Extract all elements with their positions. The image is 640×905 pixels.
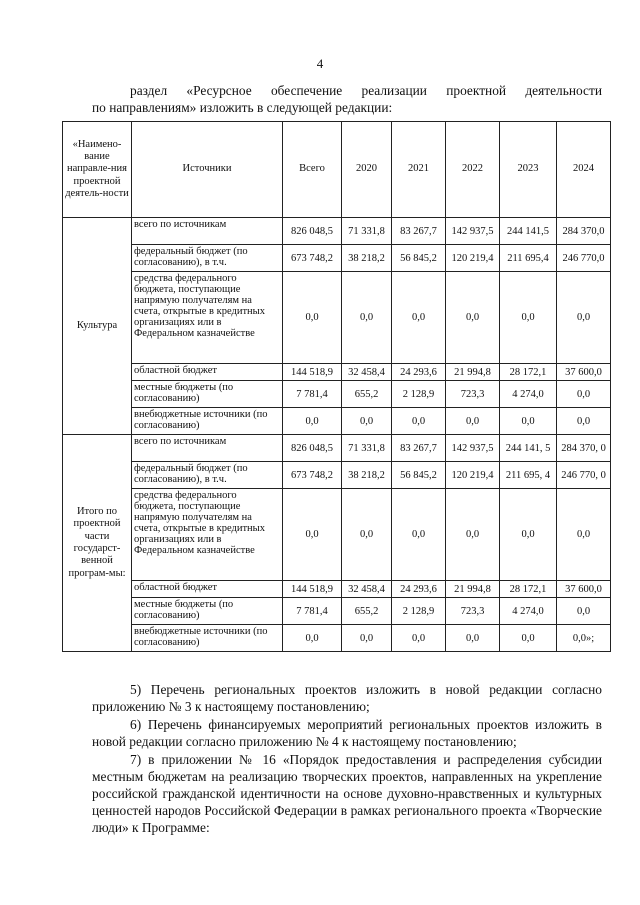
paragraph-5: 5) Перечень региональных проектов изложить в новой редакции согласно приложению № 3 к настоящему постановлению; [92, 682, 602, 714]
table-row [63, 581, 611, 598]
value-cell: 120 219,4 [446, 245, 500, 272]
value-cell: 142 937,5 [446, 435, 500, 462]
source-label: федеральный бюджет (по согласованию), в т.ч. [132, 245, 283, 272]
source-label: областной бюджет [132, 581, 283, 598]
header-year: 2023 [500, 122, 557, 218]
value-cell: 0,0 [283, 625, 342, 652]
value-cell: 0,0 [342, 408, 392, 435]
table-row [63, 435, 611, 462]
value-cell: 0,0 [500, 489, 557, 581]
table-row [63, 381, 611, 408]
source-label: внебюджетные источники (по согласованию) [132, 408, 283, 435]
page-number: 4 [316, 56, 324, 71]
value-cell: 144 518,9 [283, 581, 342, 598]
header-year: 2021 [392, 122, 446, 218]
value-cell: 284 370, 0 [557, 435, 611, 462]
value-cell: 28 172,1 [500, 581, 557, 598]
value-cell: 0,0 [392, 489, 446, 581]
value-cell: 4 274,0 [500, 598, 557, 625]
value-cell: 0,0 [283, 272, 342, 364]
source-label: всего по источникам [132, 435, 283, 462]
value-cell: 56 845,2 [392, 245, 446, 272]
value-cell: 0,0 [283, 408, 342, 435]
value-cell: 246 770,0 [557, 245, 611, 272]
resource-table [62, 121, 611, 652]
value-cell: 0,0 [446, 625, 500, 652]
value-cell: 71 331,8 [342, 435, 392, 462]
value-cell: 7 781,4 [283, 598, 342, 625]
value-cell: 673 748,2 [283, 245, 342, 272]
header-year: 2020 [342, 122, 392, 218]
value-cell: 723,3 [446, 381, 500, 408]
value-cell: 38 218,2 [342, 462, 392, 489]
value-cell: 0,0 [557, 272, 611, 364]
value-cell: 0,0 [500, 272, 557, 364]
value-cell: 655,2 [342, 381, 392, 408]
value-cell: 0,0 [342, 272, 392, 364]
value-cell: 0,0 [446, 272, 500, 364]
value-cell: 0,0 [557, 408, 611, 435]
value-cell: 0,0 [500, 408, 557, 435]
header-direction: «Наимено-вание направле-ния проектной деятель-ности [63, 122, 132, 218]
source-label: внебюджетные источники (по согласованию) [132, 625, 283, 652]
table-row [63, 625, 611, 652]
direction-name: Культура [63, 218, 132, 435]
table-row [63, 364, 611, 381]
value-cell: 56 845,2 [392, 462, 446, 489]
source-label: федеральный бюджет (по согласованию), в т.ч. [132, 462, 283, 489]
value-cell: 0,0 [557, 381, 611, 408]
paragraph-7: 7) в приложении № 16 «Порядок предоставления и распределения субсидии местным бюджетам на реализацию творческих проектов, направленных на укрепление российской гражданской идентичности на основе духовно-нравственных и культурных ценностей народов Российской Федерации в рамках регионального проекта «Творческие люди» к Программе: [92, 752, 602, 835]
value-cell: 83 267,7 [392, 435, 446, 462]
value-cell: 37 600,0 [557, 581, 611, 598]
value-cell: 0,0 [500, 625, 557, 652]
value-cell: 826 048,5 [283, 435, 342, 462]
value-cell: 0,0 [342, 625, 392, 652]
value-cell: 0,0 [392, 625, 446, 652]
amendments-text [92, 681, 602, 837]
value-cell: 32 458,4 [342, 581, 392, 598]
value-cell: 211 695, 4 [500, 462, 557, 489]
paragraph-6: 6) Перечень финансируемых мероприятий региональных проектов изложить в новой редакции согласно приложению № 4 к настоящему постановлению; [92, 717, 602, 749]
direction-name: Итого по проектной части государст-венной програм-мы: [63, 435, 132, 652]
value-cell: 0,0 [283, 489, 342, 581]
table-row [63, 408, 611, 435]
value-cell: 244 141, 5 [500, 435, 557, 462]
source-label: всего по источникам [132, 218, 283, 245]
source-label: средства федерального бюджета, поступающие напрямую получателям на счета, открытые в кредитных организациях или в Федеральном казначействе [132, 272, 283, 364]
value-cell: 826 048,5 [283, 218, 342, 245]
table-row [63, 218, 611, 245]
value-cell: 32 458,4 [342, 364, 392, 381]
intro-line-2: по направлениям» изложить в следующей редакции: [92, 100, 393, 115]
value-cell: 0,0 [446, 408, 500, 435]
value-cell: 244 141,5 [500, 218, 557, 245]
value-cell: 0,0 [557, 598, 611, 625]
value-cell: 142 937,5 [446, 218, 500, 245]
value-cell: 21 994,8 [446, 581, 500, 598]
value-cell: 21 994,8 [446, 364, 500, 381]
value-cell: 0,0 [446, 489, 500, 581]
value-cell: 211 695,4 [500, 245, 557, 272]
header-sources: Источники [132, 122, 283, 218]
table-row [63, 245, 611, 272]
source-label: местные бюджеты (по согласованию) [132, 598, 283, 625]
header-year: 2024 [557, 122, 611, 218]
table-row [63, 489, 611, 581]
table-row [63, 272, 611, 364]
value-cell: 71 331,8 [342, 218, 392, 245]
table-row [63, 462, 611, 489]
source-label: средства федерального бюджета, поступающие напрямую получателям на счета, открытые в кредитных организациях или в Федеральном казначействе [132, 489, 283, 581]
value-cell: 120 219,4 [446, 462, 500, 489]
value-cell: 2 128,9 [392, 381, 446, 408]
value-cell: 144 518,9 [283, 364, 342, 381]
table-row [63, 598, 611, 625]
value-cell: 37 600,0 [557, 364, 611, 381]
intro-paragraph [92, 82, 602, 116]
value-cell: 24 293,6 [392, 581, 446, 598]
source-label: местные бюджеты (по согласованию) [132, 381, 283, 408]
value-cell: 2 128,9 [392, 598, 446, 625]
value-cell: 723,3 [446, 598, 500, 625]
source-label: областной бюджет [132, 364, 283, 381]
value-cell: 655,2 [342, 598, 392, 625]
value-cell: 28 172,1 [500, 364, 557, 381]
value-cell: 0,0»; [557, 625, 611, 652]
value-cell: 83 267,7 [392, 218, 446, 245]
value-cell: 0,0 [392, 408, 446, 435]
value-cell: 38 218,2 [342, 245, 392, 272]
value-cell: 284 370,0 [557, 218, 611, 245]
value-cell: 0,0 [557, 489, 611, 581]
header-year: 2022 [446, 122, 500, 218]
intro-line-1: раздел «Ресурсное обеспечение реализации проектной деятельности [130, 83, 602, 98]
table-header-row [63, 122, 611, 218]
value-cell: 0,0 [392, 272, 446, 364]
value-cell: 0,0 [342, 489, 392, 581]
value-cell: 4 274,0 [500, 381, 557, 408]
value-cell: 246 770, 0 [557, 462, 611, 489]
value-cell: 24 293,6 [392, 364, 446, 381]
header-total: Всего [283, 122, 342, 218]
value-cell: 673 748,2 [283, 462, 342, 489]
value-cell: 7 781,4 [283, 381, 342, 408]
